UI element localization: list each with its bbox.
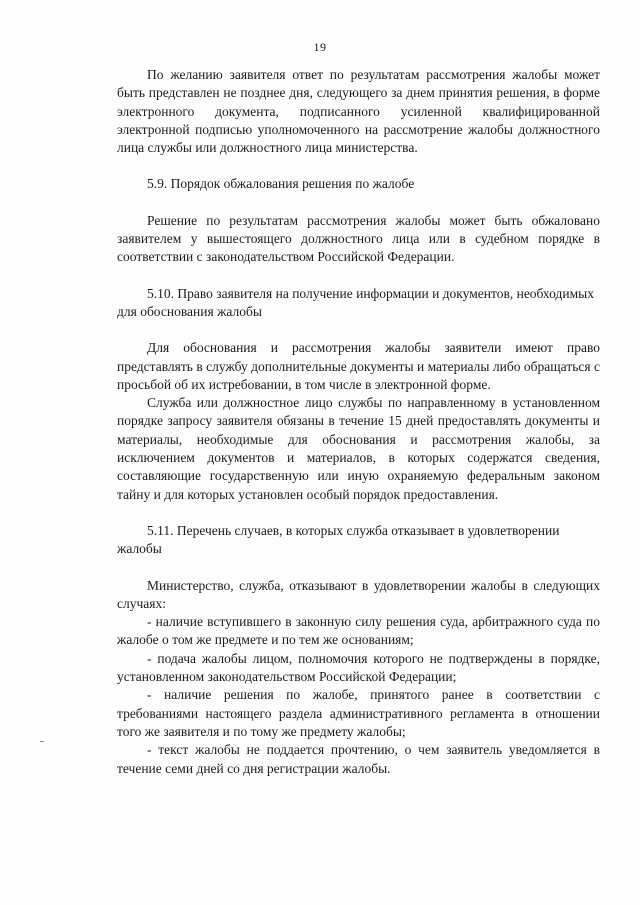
page-number: 19 — [313, 40, 327, 54]
list-item-refusal-case: - наличие решения по жалобе, принятого ранее в соответствии с требованиями настоящего раздела административного регламента в отношении того же заявителя и по тому же предмету жалобы; — [117, 687, 600, 739]
list-item-refusal-case: - подача жалобы лицом, полномочия которого не подтверждены в порядке, установленном законодательством Российской Федерации; — [117, 650, 600, 685]
paragraph-service-obligations: Служба или должностное лицо службы по направленному в установленном порядке запросу заявителя обязаны в течение 15 дней предоставлять документы и материалы, необходимые для обоснования и рассмотрения жалобы, за исключением документов и материалов, в которых содержатся сведения, составляющие государственную или иную охраняемую федеральным законом тайну и для которых установлен особый порядок предоставления. — [117, 395, 600, 502]
paragraph-appeal-decision: Решение по результатам рассмотрения жалобы может быть обжаловано заявителем у вышестоящего должностного лица или в судебном порядке в соответствии с законодательством Российской Федерации. — [117, 212, 600, 265]
list-item-refusal-case: - текст жалобы не поддается прочтению, о чем заявитель уведомляется в течение семи дней со дня регистрации жалобы. — [117, 742, 600, 776]
paragraph-response-form: По желанию заявителя ответ по результатам рассмотрения жалобы может быть представлен не позднее дня, следующего за днем принятия решения, в форме электронного документа, подписанного усиленной квалифицированной электронной подписью уполномоченного на рассмотрение жалобы должностного лица службы или должностного лица министерства. — [117, 67, 600, 156]
paragraph-supporting-documents: Для обоснования и рассмотрения жалобы заявители имеют право представлять в службу дополнительные документы и материалы либо обращаться с просьбой об их истребовании, в том числе в электронной форме. — [117, 340, 600, 392]
section-heading-5-9: 5.9. Порядок обжалования решения по жалобе — [147, 176, 415, 192]
list-item-refusal-case: - наличие вступившего в законную силу решения суда, арбитражного суда по жалобе о том же предмете и по тем же основаниям; — [117, 614, 600, 648]
paragraph-refusal-intro: Министерство, служба, отказывают в удовлетворении жалобы в следующих случаях: — [117, 577, 600, 611]
scan-mark — [40, 741, 44, 742]
section-heading-5-11: 5.11. Перечень случаев, в которых служба отказывает в удовлетворении жалобы — [117, 522, 560, 557]
document-body — [117, 66, 600, 778]
section-heading-5-10: 5.10. Право заявителя на получение информации и документов, необходимых для обоснования жалобы — [117, 285, 594, 319]
